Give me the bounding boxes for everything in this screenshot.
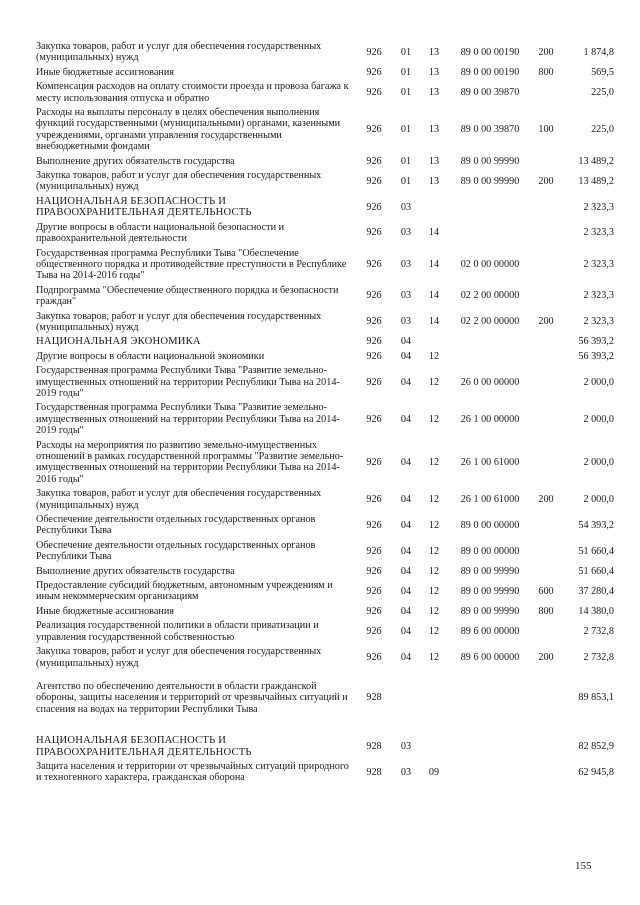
row-subsection-code: 12 — [428, 625, 440, 637]
row-target-article-code: 02 2 00 00000 — [460, 316, 520, 328]
row-section-code: 01 — [400, 46, 412, 58]
row-subsection-code: 13 — [428, 124, 440, 136]
row-target-article-code: 89 6 00 00000 — [460, 625, 520, 637]
row-grbs-code: 926 — [366, 565, 382, 577]
table-row — [36, 106, 614, 155]
table-row — [36, 284, 614, 310]
row-name: Обеспечение деятельности отдельных государственных органов Республики Тыва — [36, 514, 316, 537]
row-subsection-code: 14 — [428, 258, 440, 270]
row-target-article-code: 02 2 00 00000 — [460, 290, 520, 302]
row-subsection-code: 12 — [428, 456, 440, 468]
row-section-code: 04 — [400, 413, 412, 425]
row-name: Обеспечение деятельности отдельных государственных органов Республики Тыва — [36, 539, 316, 563]
row-target-article-code — [448, 725, 532, 760]
row-expense-type-code — [532, 565, 560, 579]
row-grbs-code: 928 — [366, 766, 382, 778]
row-name: Защита населения и территории от чрезвычайных ситуаций природного и техногенного характера, гражданская оборона — [36, 760, 349, 784]
row-target-article-code — [448, 221, 532, 247]
row-subsection-code: 12 — [428, 519, 440, 531]
row-name: Агентство по обеспечению деятельности в области гражданской обороны, защиты населения и территорий от чрезвычайных ситуаций и спасения на водах на территории Республики Тыва — [36, 680, 348, 715]
row-section-code: 04 — [400, 605, 412, 617]
row-name: Закупка товаров, работ и услуг для обеспечения государственных (муниципальных) нужд — [36, 170, 322, 193]
table-row — [36, 671, 614, 725]
row-target-article-code: 89 6 00 00000 — [460, 651, 520, 663]
row-amount: 13 489,2 — [578, 155, 614, 167]
table-row — [36, 539, 614, 565]
row-expense-type-code: 200 — [538, 651, 554, 663]
row-subsection-code: 13 — [428, 66, 440, 78]
row-name: Государственная программа Республики Тыва "Развитие земельно-имущественных отношений на территории Республики Тыва на 2014-2019 годы" — [36, 402, 340, 437]
row-section-code: 03 — [400, 201, 412, 213]
row-grbs-code: 928 — [366, 740, 382, 752]
table-row — [36, 66, 614, 80]
row-section-code: 04 — [400, 350, 412, 362]
row-amount: 54 393,2 — [578, 519, 614, 531]
row-grbs-code: 926 — [366, 227, 382, 239]
row-grbs-code: 926 — [366, 625, 382, 637]
row-section-code: 04 — [400, 519, 412, 531]
row-subsection-code: 12 — [428, 565, 440, 577]
row-amount: 2 000,0 — [583, 493, 614, 505]
row-section-code: 01 — [400, 86, 412, 98]
row-section-code: 04 — [400, 625, 412, 637]
row-amount: 51 660,4 — [578, 565, 614, 577]
row-section-code: 01 — [400, 66, 412, 78]
row-section-code — [392, 671, 420, 725]
row-amount: 2 000,0 — [583, 376, 614, 388]
row-target-article-code: 89 0 00 99990 — [460, 605, 520, 617]
row-expense-type-code — [532, 80, 560, 106]
row-subsection-code: 12 — [428, 493, 440, 505]
row-grbs-code: 926 — [366, 413, 382, 425]
row-grbs-code: 926 — [366, 66, 382, 78]
row-amount: 37 280,4 — [578, 585, 614, 597]
row-target-article-code — [448, 195, 532, 221]
row-section-code: 04 — [400, 565, 412, 577]
row-expense-type-code: 200 — [538, 493, 554, 505]
row-expense-type-code — [532, 513, 560, 539]
row-amount: 56 393,2 — [578, 350, 614, 362]
row-subsection-code: 14 — [428, 227, 440, 239]
row-amount: 2 323,3 — [583, 227, 614, 239]
table-row — [36, 155, 614, 169]
table-row — [36, 513, 614, 539]
row-section-code: 03 — [400, 766, 412, 778]
row-name: НАЦИОНАЛЬНАЯ БЕЗОПАСНОСТЬ И ПРАВООХРАНИТЕЛЬНАЯ ДЕЯТЕЛЬНОСТЬ — [36, 735, 252, 758]
row-name: Предоставление субсидий бюджетным, автономным учреждениям и иным некоммерческим организациям — [36, 580, 333, 603]
row-section-code: 03 — [400, 740, 412, 752]
row-target-article-code — [448, 335, 532, 349]
table-row — [36, 401, 614, 438]
row-section-code: 04 — [400, 456, 412, 468]
row-target-article-code: 89 0 00 99990 — [460, 175, 520, 187]
table-row — [36, 169, 614, 195]
row-subsection-code: 12 — [428, 413, 440, 425]
row-grbs-code: 926 — [366, 290, 382, 302]
row-expense-type-code: 800 — [538, 66, 554, 78]
table-row — [36, 605, 614, 619]
row-grbs-code: 926 — [366, 519, 382, 531]
row-expense-type-code — [532, 401, 560, 438]
row-grbs-code: 926 — [366, 350, 382, 362]
row-expense-type-code: 200 — [538, 46, 554, 58]
row-name: НАЦИОНАЛЬНАЯ БЕЗОПАСНОСТЬ И ПРАВООХРАНИТЕЛЬНАЯ ДЕЯТЕЛЬНОСТЬ — [36, 195, 252, 219]
row-name: Расходы на мероприятия по развитию земельно-имущественных отношений в рамках государственной программы "Развитие земельно-имущественных отношений на территории Республики Тыва на 2014-2016 годы" — [36, 439, 344, 485]
row-expense-type-code — [532, 671, 560, 725]
row-expense-type-code — [532, 539, 560, 565]
table-row — [36, 221, 614, 247]
row-grbs-code: 926 — [366, 493, 382, 505]
row-expense-type-code — [532, 284, 560, 310]
row-name: Реализация государственной политики в области приватизации и управления государственной собственностью — [36, 620, 319, 643]
row-grbs-code: 926 — [366, 201, 382, 213]
row-section-code: 03 — [400, 258, 412, 270]
row-grbs-code: 926 — [366, 86, 382, 98]
table-row — [36, 350, 614, 364]
row-section-code: 01 — [400, 124, 412, 136]
row-target-article-code: 02 0 00 00000 — [460, 258, 520, 270]
row-amount: 2 000,0 — [583, 456, 614, 468]
row-subsection-code: 13 — [428, 86, 440, 98]
row-amount: 51 660,4 — [578, 545, 614, 557]
row-section-code: 04 — [400, 376, 412, 388]
row-subsection-code: 12 — [428, 376, 440, 388]
row-grbs-code: 926 — [366, 651, 382, 663]
row-expense-type-code — [532, 619, 560, 645]
table-row — [36, 40, 614, 66]
table-row — [36, 565, 614, 579]
row-name: НАЦИОНАЛЬНАЯ ЭКОНОМИКА — [36, 336, 201, 348]
row-expense-type-code — [532, 439, 560, 488]
row-expense-type-code — [532, 247, 560, 284]
row-section-code: 03 — [400, 227, 412, 239]
row-target-article-code — [448, 350, 532, 364]
row-amount: 2 732,8 — [583, 651, 614, 663]
row-target-article-code: 26 1 00 61000 — [460, 493, 520, 505]
table-row — [36, 760, 614, 786]
row-grbs-code: 926 — [366, 124, 382, 136]
row-target-article-code: 26 0 00 00000 — [460, 376, 520, 388]
row-grbs-code: 926 — [366, 456, 382, 468]
row-section-code: 03 — [400, 290, 412, 302]
row-subsection-code: 09 — [428, 766, 440, 778]
row-amount: 2 323,3 — [583, 201, 614, 213]
row-target-article-code: 26 1 00 00000 — [460, 413, 520, 425]
row-expense-type-code: 200 — [538, 316, 554, 328]
row-amount: 225,0 — [591, 124, 614, 136]
row-subsection-code: 14 — [428, 290, 440, 302]
budget-table-body — [36, 40, 614, 786]
row-name: Иные бюджетные ассигнования — [36, 66, 174, 78]
row-amount: 2 323,3 — [583, 290, 614, 302]
row-expense-type-code: 100 — [538, 124, 554, 136]
row-target-article-code: 89 0 00 00000 — [460, 519, 520, 531]
row-section-code: 04 — [400, 545, 412, 557]
row-expense-type-code: 600 — [538, 585, 554, 597]
row-subsection-code — [420, 725, 448, 760]
table-row — [36, 725, 614, 760]
page-number: 155 — [575, 860, 592, 872]
row-target-article-code: 89 0 00 99990 — [460, 585, 520, 597]
table-row — [36, 645, 614, 671]
row-target-article-code: 89 0 00 39870 — [460, 124, 520, 136]
row-grbs-code: 926 — [366, 585, 382, 597]
row-expense-type-code: 800 — [538, 605, 554, 617]
row-name: Подпрограмма "Обеспечение общественного порядка и безопасности граждан" — [36, 284, 339, 308]
row-expense-type-code — [532, 221, 560, 247]
row-amount: 82 852,9 — [578, 740, 614, 752]
row-name: Закупка товаров, работ и услуг для обеспечения государственных (муниципальных) нужд — [36, 41, 322, 64]
row-amount: 225,0 — [591, 86, 614, 98]
row-subsection-code: 13 — [428, 155, 440, 167]
row-name: Выполнение других обязательств государства — [36, 155, 235, 167]
row-grbs-code: 926 — [366, 605, 382, 617]
row-name: Закупка товаров, работ и услуг для обеспечения государственных (муниципальных) нужд — [36, 310, 322, 333]
row-expense-type-code — [532, 350, 560, 364]
row-subsection-code: 12 — [428, 605, 440, 617]
row-grbs-code: 926 — [366, 376, 382, 388]
table-row — [36, 247, 614, 284]
row-amount: 2 323,3 — [583, 316, 614, 328]
table-row — [36, 80, 614, 106]
table-row — [36, 364, 614, 401]
row-amount: 89 853,1 — [578, 692, 614, 704]
row-name: Другие вопросы в области национальной безопасности и правоохранительной деятельности — [36, 221, 285, 245]
row-target-article-code: 26 1 00 61000 — [460, 456, 520, 468]
row-subsection-code: 13 — [428, 46, 440, 58]
row-name: Государственная программа Республики Тыва "Развитие земельно-имущественных отношений на территории Республики Тыва на 2014-2019 годы" — [36, 365, 340, 399]
row-expense-type-code — [532, 364, 560, 401]
budget-table — [36, 40, 614, 786]
row-amount: 2 000,0 — [583, 413, 614, 425]
row-name: Выполнение других обязательств государства — [36, 565, 235, 577]
row-amount: 14 380,0 — [578, 605, 614, 617]
row-section-code: 04 — [400, 336, 412, 348]
table-row — [36, 487, 614, 513]
row-section-code: 04 — [400, 651, 412, 663]
row-grbs-code: 926 — [366, 545, 382, 557]
row-target-article-code: 89 0 00 00190 — [460, 66, 520, 78]
table-row — [36, 310, 614, 336]
row-name: Компенсация расходов на оплату стоимости проезда и провоза багажа к месту использования отпуска и обратно — [36, 81, 349, 104]
row-amount: 1 874,8 — [583, 46, 614, 58]
row-grbs-code: 926 — [366, 46, 382, 58]
row-grbs-code: 926 — [366, 155, 382, 167]
row-name: Закупка товаров, работ и услуг для обеспечения государственных (муниципальных) нужд — [36, 488, 322, 511]
row-section-code: 04 — [400, 585, 412, 597]
row-section-code: 01 — [400, 155, 412, 167]
row-subsection-code: 12 — [428, 545, 440, 557]
row-name: Закупка товаров, работ и услуг для обеспечения государственных (муниципальных) нужд — [36, 646, 322, 669]
row-subsection-code — [420, 195, 448, 221]
row-section-code: 01 — [400, 175, 412, 187]
row-grbs-code: 926 — [366, 336, 382, 348]
row-subsection-code: 12 — [428, 585, 440, 597]
table-row — [36, 335, 614, 349]
row-name: Государственная программа Республики Тыва "Обеспечение общественного порядка и противодействие преступности в Республике Тыва на 2014-2016 годы" — [36, 247, 347, 282]
row-subsection-code: 12 — [428, 651, 440, 663]
row-grbs-code: 926 — [366, 175, 382, 187]
table-row — [36, 195, 614, 221]
row-amount: 56 393,2 — [578, 336, 614, 348]
row-expense-type-code — [532, 725, 560, 760]
row-grbs-code: 926 — [366, 316, 382, 328]
row-subsection-code: 12 — [428, 350, 440, 362]
row-target-article-code: 89 0 00 39870 — [460, 86, 520, 98]
row-amount: 2 732,8 — [583, 625, 614, 637]
table-row — [36, 579, 614, 605]
row-target-article-code — [448, 671, 532, 725]
row-expense-type-code — [532, 335, 560, 349]
row-amount: 2 323,3 — [583, 258, 614, 270]
row-target-article-code: 89 0 00 00190 — [460, 46, 520, 58]
row-target-article-code: 89 0 00 00000 — [460, 545, 520, 557]
row-target-article-code: 89 0 00 99990 — [460, 565, 520, 577]
table-row — [36, 439, 614, 488]
row-section-code: 03 — [400, 316, 412, 328]
row-amount: 62 945,8 — [578, 766, 614, 778]
row-subsection-code: 13 — [428, 175, 440, 187]
row-subsection-code: 14 — [428, 316, 440, 328]
row-name: Иные бюджетные ассигнования — [36, 605, 174, 617]
row-grbs-code: 928 — [366, 692, 382, 704]
row-amount: 569,5 — [591, 66, 614, 78]
table-row — [36, 619, 614, 645]
row-grbs-code: 926 — [366, 258, 382, 270]
row-subsection-code — [420, 671, 448, 725]
row-name: Расходы на выплаты персоналу в целях обеспечения выполнения функций государственными (муниципальными) органами, казенными учреждениями, органами управления государственными внебюджетными фондами — [36, 107, 341, 153]
row-expense-type-code — [532, 155, 560, 169]
row-expense-type-code — [532, 760, 560, 786]
row-expense-type-code — [532, 195, 560, 221]
row-amount: 13 489,2 — [578, 175, 614, 187]
row-name: Другие вопросы в области национальной экономики — [36, 350, 265, 362]
row-section-code: 04 — [400, 493, 412, 505]
row-expense-type-code: 200 — [538, 175, 554, 187]
row-target-article-code — [448, 760, 532, 786]
row-subsection-code — [420, 335, 448, 349]
row-target-article-code: 89 0 00 99990 — [460, 155, 520, 167]
